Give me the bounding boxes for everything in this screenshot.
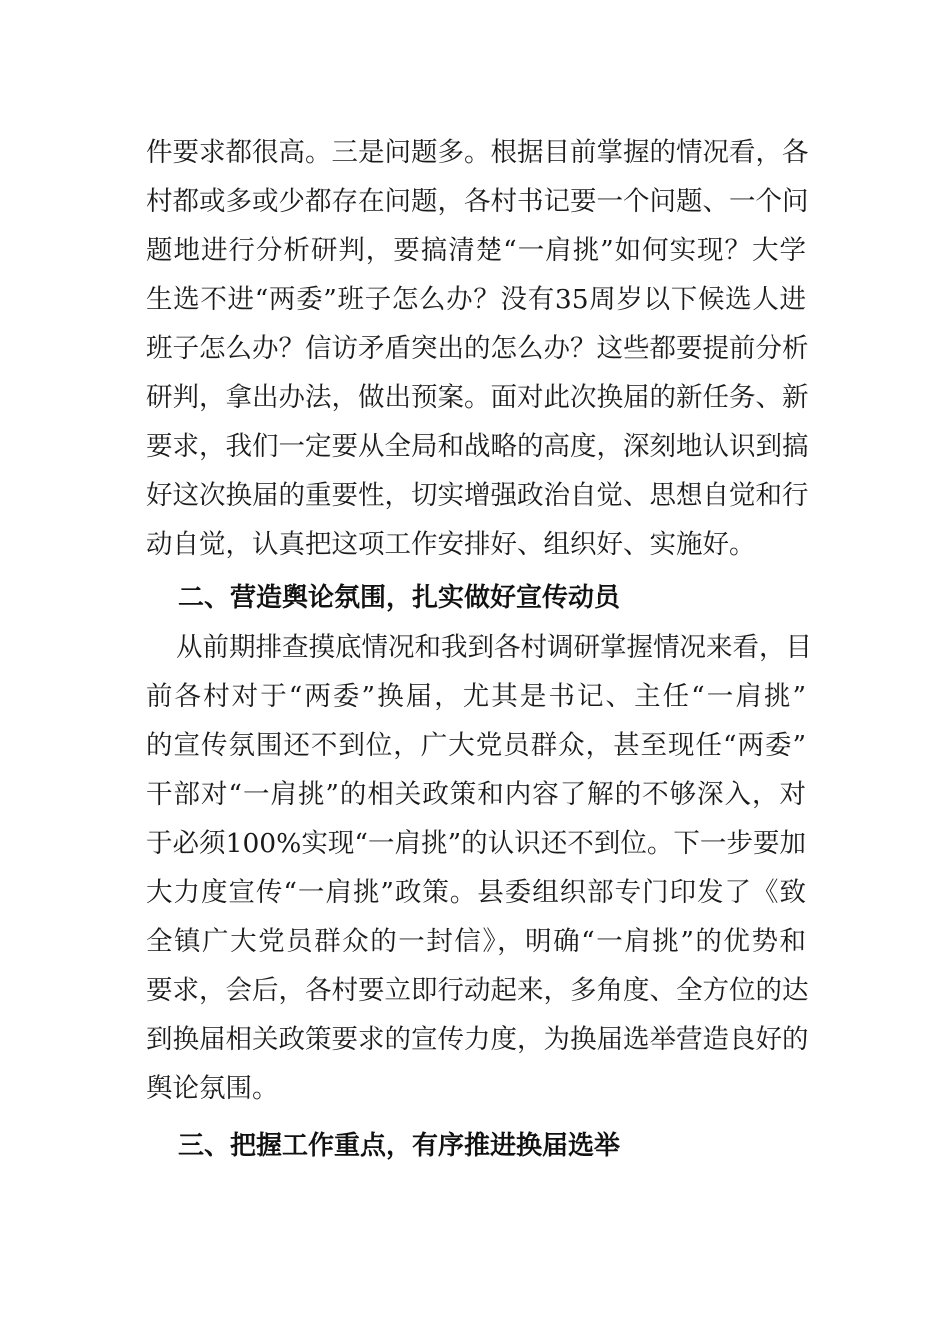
section-heading: 二、营造舆论氛围，扎实做好宣传动员 <box>178 583 621 613</box>
text-line: 研判，拿出办法，做出预案。面对此次换届的新任务、新 <box>146 382 809 413</box>
text-line: 题地进行分析研判，要搞清楚“一肩挑”如何实现？大学 <box>146 235 806 266</box>
section-heading: 三、把握工作重点，有序推进换届选举 <box>178 1131 621 1161</box>
text-line: 要求，会后，各村要立即行动起来，多角度、全方位的达 <box>146 975 809 1006</box>
text-line: 从前期排查摸底情况和我到各村调研掌握情况来看，目 <box>176 632 812 663</box>
text-line: 生选不进“两委”班子怎么办？没有35周岁以下候选人进 <box>146 284 806 315</box>
text-line: 要求，我们一定要从全局和战略的高度，深刻地认识到搞 <box>146 431 809 462</box>
text-line: 干部对“一肩挑”的相关政策和内容了解的不够深入，对 <box>146 779 806 810</box>
text-line: 班子怎么办？信访矛盾突出的怎么办？这些都要提前分析 <box>146 333 809 364</box>
text-line: 的宣传氛围还不到位，广大党员群众，甚至现任“两委” <box>146 730 806 761</box>
text-line: 舆论氛围。 <box>146 1073 279 1104</box>
text-line: 件要求都很高。三是问题多。根据目前掌握的情况看，各 <box>146 137 809 168</box>
text-line: 村都或多或少都存在问题，各村书记要一个问题、一个问 <box>146 186 809 217</box>
text-line: 动自觉，认真把这项工作安排好、组织好、实施好。 <box>146 529 756 560</box>
text-line: 全镇广大党员群众的一封信》，明确“一肩挑”的优势和 <box>146 926 806 957</box>
text-line: 到换届相关政策要求的宣传力度，为换届选举营造良好的 <box>146 1024 809 1055</box>
text-line: 好这次换届的重要性，切实增强政治自觉、思想自觉和行 <box>146 480 809 511</box>
text-line: 前各村对于“两委”换届，尤其是书记、主任“一肩挑” <box>146 681 806 712</box>
text-line: 于必须100%实现“一肩挑”的认识还不到位。下一步要加 <box>146 828 806 859</box>
text-line: 大力度宣传“一肩挑”政策。县委组织部专门印发了《致 <box>146 877 806 908</box>
